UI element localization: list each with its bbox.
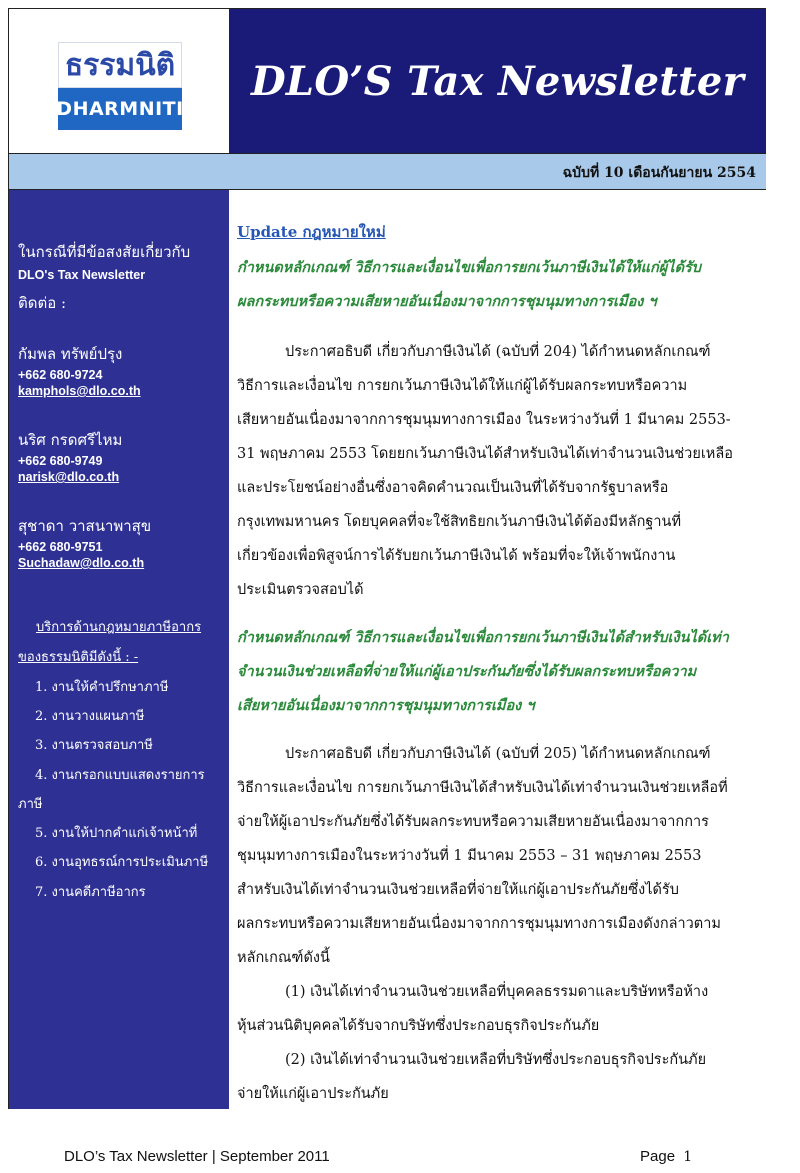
section2-body-line: ผลกระทบหรือความเสียหายอันเนื่องมาจากการชุมนุมทางการเมืองดังกล่าวตาม	[237, 916, 721, 932]
page-number: 1	[683, 1149, 693, 1165]
section2-body-line: (1) เงินได้เท่าจำนวนเงินช่วยเหลือที่บุคคลธรรมดาและบริษัทหรือห้าง	[285, 984, 709, 1000]
contact-email-link[interactable]: Suchadaw@dlo.co.th	[18, 556, 145, 570]
section2-body-line: ประกาศอธิบดี เกี่ยวกับภาษีเงินได้ (ฉบับที่ 205) ได้กำหนดหลักเกณฑ์	[285, 746, 711, 762]
contact-email-link[interactable]: narisk@dlo.co.th	[18, 470, 120, 484]
section2-body-line: จ่ายให้ผู้เอาประกันภัยซึ่งได้รับผลกระทบหรือความเสียหายอันเนื่องมาจากการ	[237, 814, 709, 830]
service-item: 1. งานให้คำปรึกษาภาษี	[35, 680, 169, 695]
services-title-line2: ของธรรมนิติมีดังนี้ : -	[18, 650, 139, 665]
section2-heading-line: กำหนดหลักเกณฑ์ วิธีการและเงื่อนไขเพื่อการยกเว้นภาษีเงินได้สำหรับเงินได้เท่า	[237, 629, 729, 646]
footer-title: DLO’s Tax Newsletter | September 2011	[64, 1148, 330, 1165]
contact-phone: +662 680-9724	[18, 368, 103, 382]
section2-body-line: หุ้นส่วนนิติบุคคลได้รับจากบริษัทซึ่งประกอบธุรกิจประกันภัย	[237, 1018, 600, 1034]
service-item: 4. งานกรอกแบบแสดงรายการ	[35, 768, 205, 783]
service-item: 5. งานให้ปากคำแก่เจ้าหน้าที่	[35, 826, 198, 841]
contact-name: นริศ กรดศรีไหม	[18, 431, 123, 449]
contact-name: กัมพล ทรัพย์ปรุง	[18, 345, 123, 363]
service-item: 2. งานวางแผนภาษี	[35, 709, 145, 724]
logo-thai-text: ธรรมนิติ	[58, 42, 182, 88]
logo-area	[9, 9, 229, 153]
section2-body-line: (2) เงินได้เท่าจำนวนเงินช่วยเหลือที่บริษัทซึ่งประกอบธุรกิจประกันภัย	[285, 1052, 707, 1068]
section1-body-line: ประกาศอธิบดี เกี่ยวกับภาษีเงินได้ (ฉบับที่ 204) ได้กำหนดหลักเกณฑ์	[285, 344, 711, 360]
contact-email-link[interactable]: kamphols@dlo.co.th	[18, 384, 141, 398]
service-item: 3. งานตรวจสอบภาษี	[35, 738, 153, 753]
sidebar-intro-line3: ติดต่อ :	[18, 294, 67, 312]
section1-body-line: วิธีการและเงื่อนไข การยกเว้นภาษีเงินได้ให้แก่ผู้ได้รับผลกระทบหรือความ	[237, 378, 688, 394]
sidebar-intro-line2: DLO's Tax Newsletter	[18, 268, 146, 282]
section2-body-line: วิธีการและเงื่อนไข การยกเว้นภาษีเงินได้สำหรับเงินได้เท่าจำนวนเงินช่วยเหลือที่	[237, 780, 728, 796]
section2-heading-line: จำนวนเงินช่วยเหลือที่จ่ายให้แก่ผู้เอาประกันภัยซึ่งได้รับผลกระทบหรือความ	[237, 663, 697, 680]
section1-body-line: 31 พฤษภาคม 2553 โดยยกเว้นภาษีเงินได้สำหรับเงินได้เท่าจำนวนเงินช่วยเหลือ	[237, 446, 733, 462]
section1-body-line: และประโยชน์อย่างอื่นซึ่งอาจคิดคำนวณเป็นเงินที่ได้รับจากรัฐบาลหรือ	[237, 480, 669, 496]
dharmniti-logo	[58, 42, 182, 130]
section2-heading-line: เสียหายอันเนื่องมาจากการชุมนุมทางการเมือง ฯ	[237, 697, 535, 714]
section1-body-line: ประเมินตรวจสอบได้	[237, 582, 364, 598]
contact-phone: +662 680-9751	[18, 540, 103, 554]
section2-body-line: จ่ายให้แก่ผู้เอาประกันภัย	[237, 1086, 389, 1102]
service-item-continued: ภาษี	[18, 797, 43, 812]
update-label: Update กฎหมายใหม่	[237, 223, 386, 241]
main-content	[229, 190, 766, 1109]
section1-body-line: กรุงเทพมหานคร โดยบุคคลที่จะใช้สิทธิยกเว้นภาษีเงินได้ต้องมีหลักฐานที่	[237, 514, 681, 530]
sidebar-intro-line1: ในกรณีที่มีข้อสงสัยเกี่ยวกับ	[18, 243, 191, 261]
section1-heading-line: ผลกระทบหรือความเสียหายอันเนื่องมาจากการชุมนุมทางการเมือง ฯ	[237, 293, 657, 310]
newsletter-title: DLO’S Tax Newsletter	[250, 57, 745, 105]
service-item: 6. งานอุทธรณ์การประเมินภาษี	[35, 855, 209, 870]
logo-english-text: DHARMNITI	[58, 88, 182, 130]
contact-sidebar	[9, 190, 229, 1109]
section2-body-line: สำหรับเงินได้เท่าจำนวนเงินช่วยเหลือที่จ่ายให้แก่ผู้เอาประกันภัยซึ่งได้รับ	[237, 882, 679, 898]
section1-body-line: เสียหายอันเนื่องมาจากการชุมนุมทางการเมือง ในระหว่างวันที่ 1 มีนาคม 2553-	[237, 412, 731, 428]
issue-bar	[9, 153, 766, 190]
service-item: 7. งานคดีภาษีอากร	[35, 885, 146, 900]
contact-name: สุชาดา วาสนาพาสุข	[18, 517, 152, 535]
section2-body-line: ชุมนุมทางการเมืองในระหว่างวันที่ 1 มีนาคม 2553 – 31 พฤษภาคม 2553	[237, 848, 702, 864]
issue-label: ฉบับที่ 10 เดือนกันยายน 2554	[562, 165, 756, 181]
contact-phone: +662 680-9749	[18, 454, 103, 468]
page-label: Page	[640, 1148, 676, 1165]
title-banner	[229, 9, 766, 153]
section2-body-line: หลักเกณฑ์ดังนี้	[237, 950, 330, 966]
section1-body-line: เกี่ยวข้องเพื่อพิสูจน์การได้รับยกเว้นภาษีเงินได้ พร้อมที่จะให้เจ้าพนักงาน	[237, 548, 676, 564]
section1-heading-line: กำหนดหลักเกณฑ์ วิธีการและเงื่อนไขเพื่อการยกเว้นภาษีเงินได้ให้แก่ผู้ได้รับ	[237, 259, 701, 276]
services-title-line1: บริการด้านกฎหมายภาษีอากร	[36, 620, 202, 635]
footer-page	[640, 1148, 692, 1165]
